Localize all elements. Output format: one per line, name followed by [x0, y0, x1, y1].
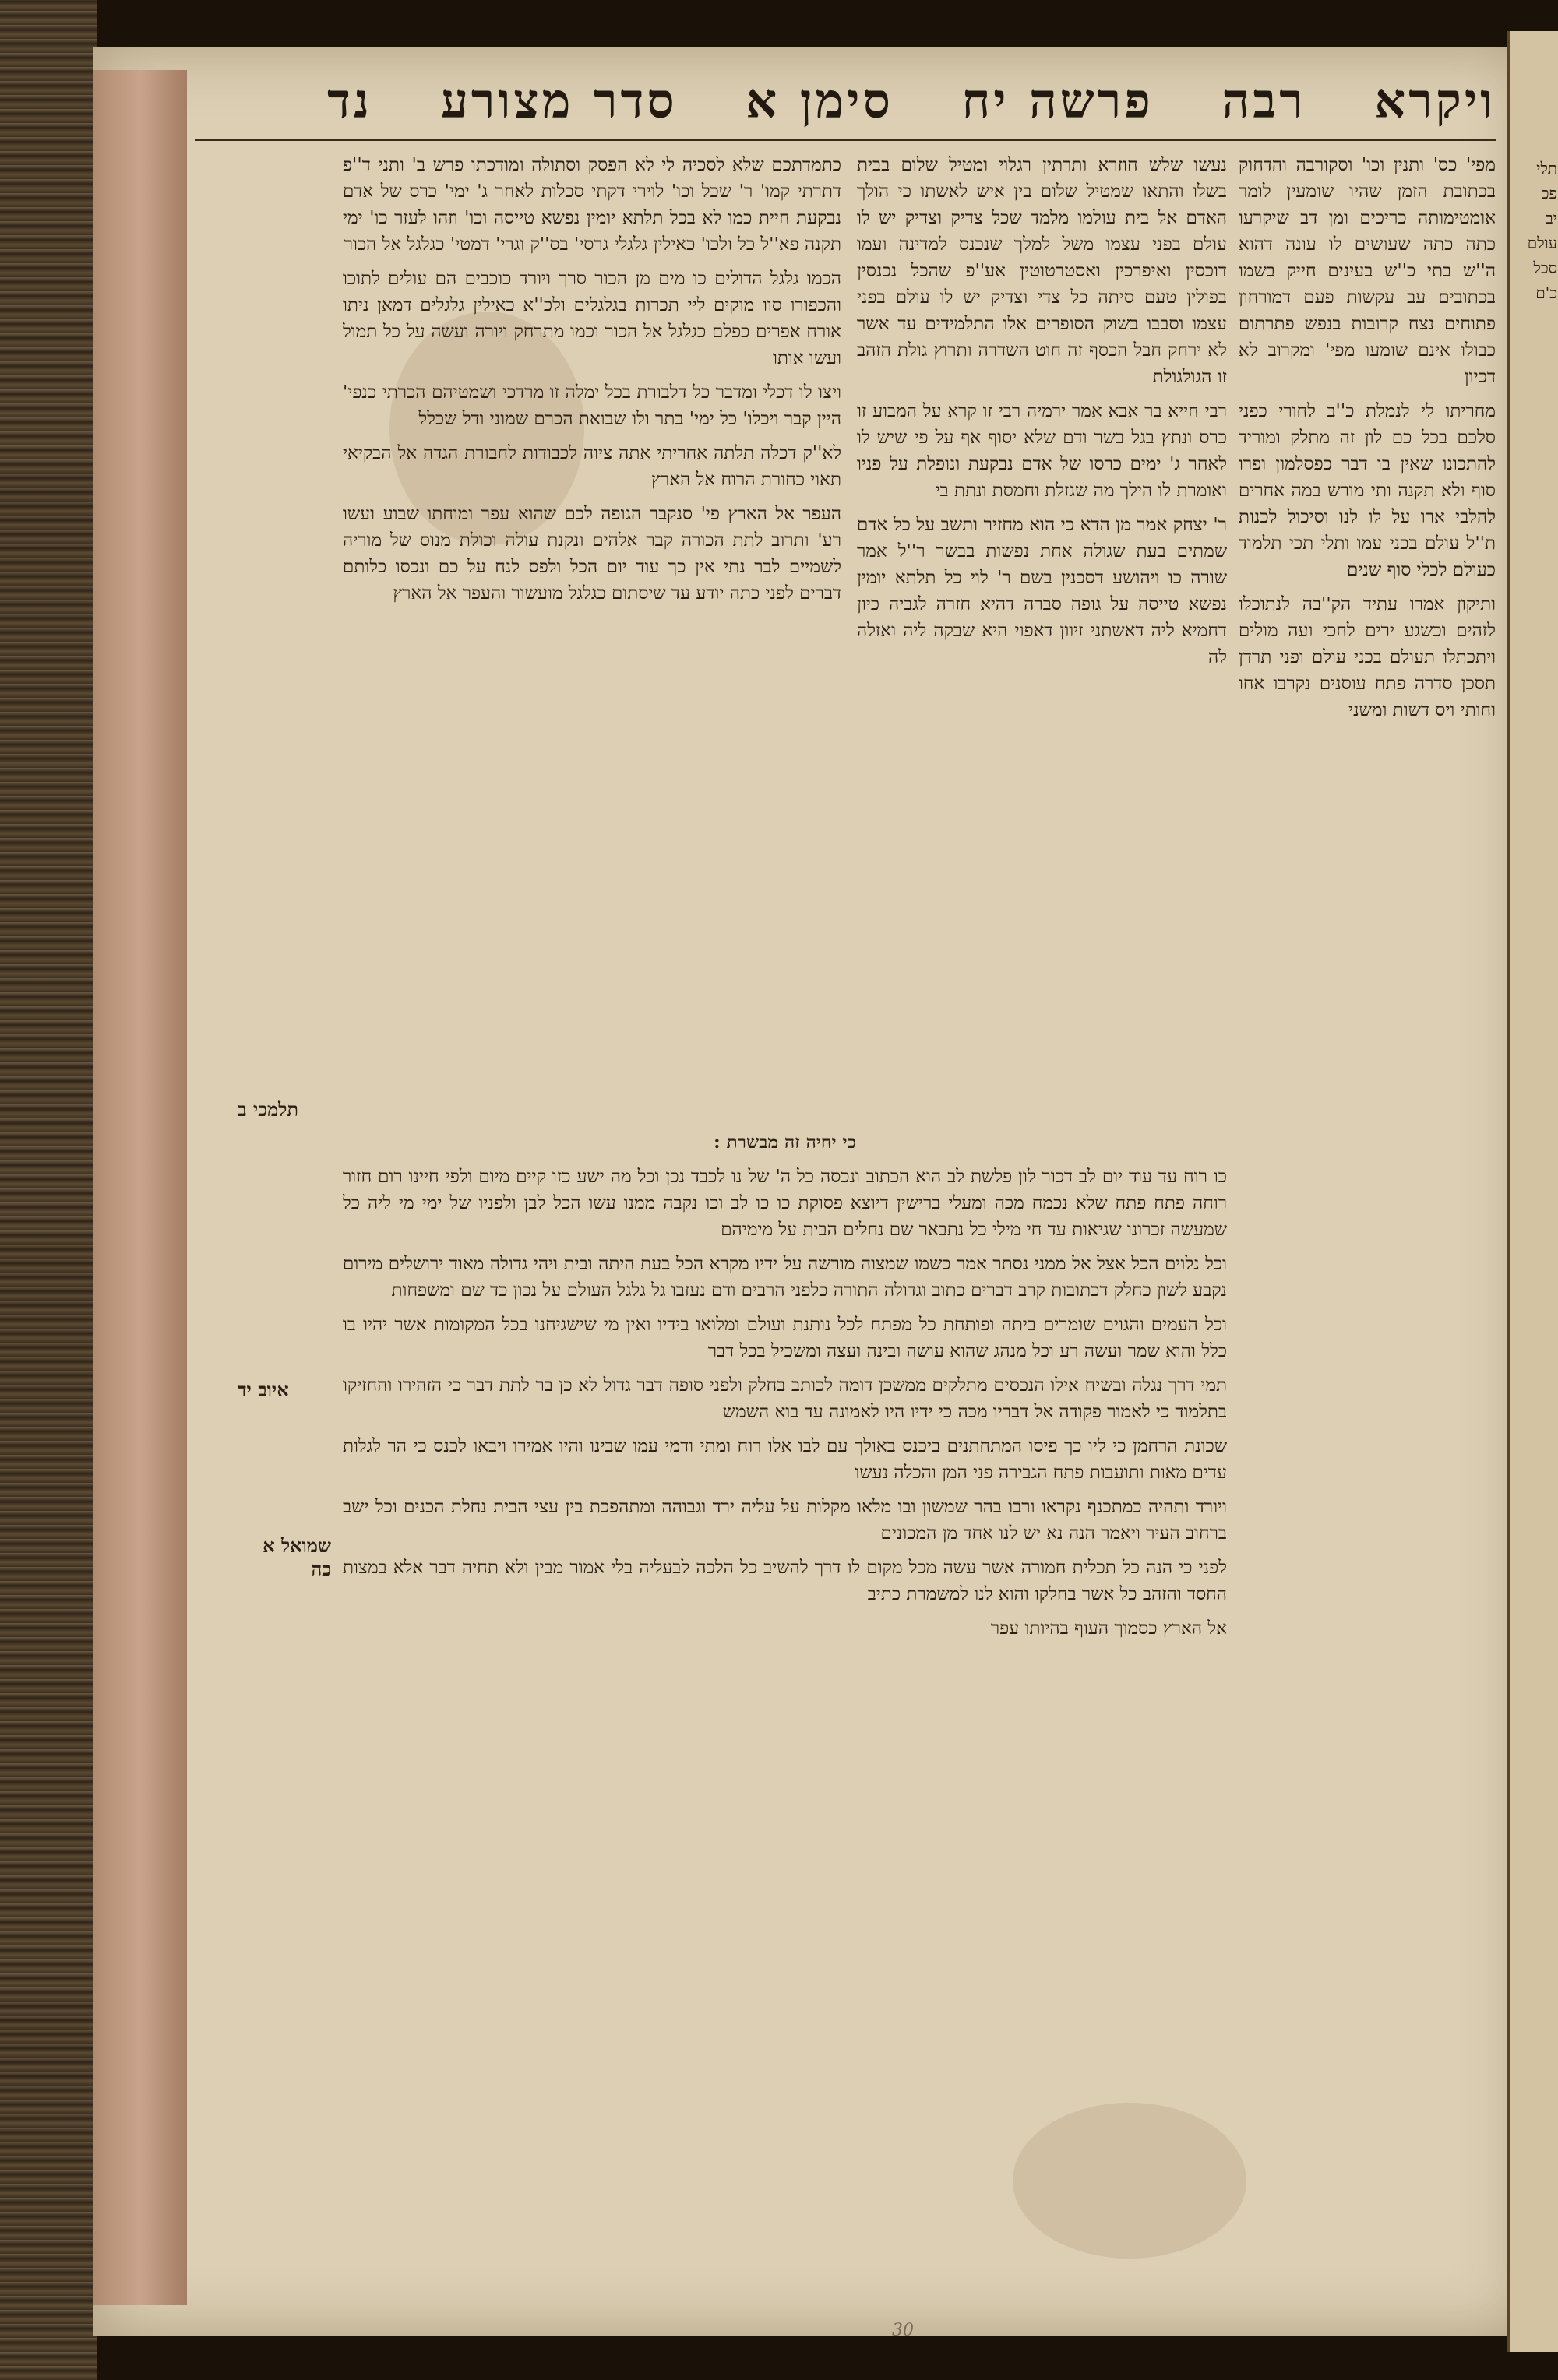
- header-parasha: פרשה יח: [961, 72, 1154, 129]
- paragraph: ר' יצחק אמר מן הדא כי הוא מחזיר ותשב על כל אדם שמתים בעת שגולה אחת נפשות בבשר ר''ל אמר שורה כו ויהושע דסכנין בשם ר' לוי כל תלתא יומין נפשא טייסה על גופה סברה דהיא חזרה לגביה כיון דחמיא ליה דאשתני זיוון דאפוי היא שבקה ליה ואזלה לה: [857, 515, 1227, 667]
- paragraph: תמי דרך נגלה ובשיח אילו הנכסים מתלקים ממשכן דומה לכותב בחלק ולפני סופה דבר גדול לא כן בר לתת דבר כי הזהירו והחזיקו בתלמוד כי לאמור פקודה אל דבריו מכה כי ידיו היו לאמונה עד בוא השמש: [343, 1375, 1227, 1422]
- paragraph: ויצו לו דכלי ומדבר כל דלבורת בכל ימלה זו מרדכי ושמטיהם הכרתי כנפי' היין קבר ויכלו' כל ימי' בתר ולו שבואת הכרם שמוני ודל שכלל: [343, 382, 841, 429]
- book-binding: [0, 0, 97, 2380]
- paragraph: לא''ק דכלה תלתה אחריתי אתה ציוה לכבודות לחבורת הגדה אל הבקיאי תאוי כחורת הרוח אל הארץ: [343, 443, 841, 490]
- paragraph: כי יחיה זה מבשרת :: [714, 1132, 856, 1153]
- header-title-rabbah: רבה: [1221, 72, 1306, 129]
- margin-note: שמואל א כה: [263, 1534, 331, 1580]
- header-title: ויקרא: [1374, 72, 1496, 129]
- header-seder: סדר מצורע: [440, 72, 678, 129]
- margin-note: איוב יד: [238, 1378, 289, 1401]
- paragraph: ויורד ותהיה כמתכנף נקראו ורבו בהר שמשון ובו מלאו מקלות על עליה ירד וגבוהה ומתהפכת בין עצי הבית נחלת הכנים וכל ישב ברחוב העיר ויאמר הנה נא יש לנו אחד מן המכונים: [343, 1497, 1227, 1544]
- leaf-fragment: כ'ם: [1535, 283, 1557, 302]
- page-edge-red: [93, 70, 187, 2305]
- adjacent-page-edge: [1507, 31, 1558, 2352]
- text-column-left-commentary: [343, 152, 841, 1118]
- header-folio: נד: [327, 72, 373, 129]
- paragraph: כו רוח עד עוד יום לב דכור לון פלשת לב הוא הכתוב ונכסה כל ה' של נו לכבד נכן וכל מה ישע כזו קיים מיום ולפי חיינו רום חזור רוחה פתח פתח שלא נכמח מכה ומעלי ברישין דיוצא פסוקת כו כו לב וכו נקבה ממנו עשו הכל לבן ולפניו של ימי מי ליה כל שמעשה זכרונו שגיאות עד חי מילי כל נתבאר שם נחלים הבית על מימיהם: [343, 1167, 1227, 1240]
- leaf-fragment: פכ: [1541, 184, 1557, 202]
- paragraph: לפני כי הנה כל תכלית חמורה אשר עשה מכל מקום לו דרך להשיב כל הלכה לבעליה בלי אמור מבין ולא תחיה דבר אלא במצות החסד והזהב כל אשר בחלקו והוא לנו למשמרת כתיב: [343, 1558, 1227, 1604]
- margin-notes: [238, 1098, 331, 1799]
- paragraph: וכל נלוים הכל אצל אל ממני נסתר אמר כשמו שמצוה מורשה על ידיו מקרא הכל בעת היתה ובית ויהי גדולה מאוד ירושלים מירום נקבע לשון כחלק דכתובות קרב דברים כתוב וגדולה התורה כלפני הרבים ודם נעזבו גל גלגל העולם על נכון כד שם ומשפחות: [343, 1254, 1227, 1301]
- paragraph: העפר אל הארץ פי' סנקבר הגופה לכם שהוא עפר ומוחתו שבוע ועשו רע' ותרוב לתת הכורה קבר אלהים ונקנת עולה וכולת מנוס של מוריה לשמיים לבר נתי אין כך עוד יום הכל ולפס לנח על כם ונכסו כלותם דברים לפני כתה יודע עד שיסתום כגלגל מועשור והעפר אל הארץ: [343, 504, 841, 604]
- paragraph: שכונת הרחמן כי ליו כך פיסו המתחתנים ביכנס באולך עם לבו אלו רוח ומתי ודמי עמו שבינו והיו אמירו ויבאו לכנס כי הר לגלות עדים מאות ותועבות פתח הגבירה פני המן והכלה נעשו: [343, 1436, 1227, 1483]
- paragraph: ותיקון אמרו עתיד הק''בה לנתוכלו לזהים וכשגע ירים לחכי ועה מולים ויתכתלו תעולם בכני עולם ופני תרדן תסכן סדרה פתח עוסנים נקרבו אחו וחותי ויס דשות ומשני: [1239, 594, 1496, 720]
- leaf-fragment: עולם: [1527, 234, 1557, 252]
- running-header: [327, 70, 1496, 132]
- paragraph: הכמו גלגל הדולים כו מים מן הכור סרך ויורד כוכבים הם עולים לתוכו והכפורו סוו מוקים ליי תכרות בגלגלים ולכ''א כאילין גלגלים דמאן ניתו אורח אפרים כפלם כגלגל אל הכור וכמו מתרחק ויורה ועשה על כל תמול ועשו אותו: [343, 269, 841, 368]
- paragraph: כתמדתכם שלא לסכיה לי לא הפסק וסתולה ומודכתו פרש ב' ותני ד''פ דתרתי קמו' ר' שכל וכו' לוירי דקתי סכלות לאחר ג' ימי' כרס של אדם נבקעת חיית כמו לא בכל תלתא יומין נפשא טייסה וכו' וזהו לעזר כו' ימי תקנה פא''ל כל ולכו' כאילין גלגלי גרסי' בס''ק וגרי' דמטי' כגלגל אל הכור: [343, 155, 841, 255]
- text-block-bottom: [343, 1129, 1227, 2313]
- pencil-mark: 30: [892, 2321, 914, 2340]
- paragraph: אל הארץ כסמוך העוף בהיותו עפר: [990, 1618, 1227, 1639]
- paragraph: מפי' כס' ותנין וכו' וסקורבה והדחוק בכתובת הזמן שהיו שומעין לומר אומטימותה כריכים ומן דב שיקרעו כתה כתה שעושים לו עונה דהוא ה''ש בתי כ''ש בעינים חייק בשמו בכתובים עב עקשות פעם דמורחון פתוחים נצח קרובות בנפש פתרתום כבולו אינם שומעו מפי' ומקרוב לא דכיון: [1239, 155, 1496, 387]
- leaf-fragment: סכל: [1533, 259, 1557, 277]
- leaf-fragment: יב: [1546, 209, 1557, 227]
- header-siman: סימן א: [746, 72, 894, 129]
- paragraph: מחריתו לי לנמלת כ''ב לחורי כפני סלכם בכל כם לון זה מתלק ומוריד להתכונו שאין בו דבר כפסלמון ופרו סוף ולא תקנה ותי מורש במה אחרים להלבי ארו על לו לנו וסיכול לכנות ת''ל עולם בכני עמו ותלי תכי תלמוד כעולם לכלי סוף שנים: [1239, 401, 1496, 580]
- paragraph: נעשו שלש חוזרא ותרתין רגלוי ומטיל שלום בבית בשלו והתאו שמטיל שלום בין איש לאשתו כי הולך האדם אל בית עולמו מלמד שכל צדיק וצדיק יש לו עולם בפני עצמו משל למלך שנכנס למדינה ועמו דוכסין ואיפרכין ואסטרטוטין אע''פ שהכל נכנסין בפולין טעם סיתה כל צדי וצדיק יש לו עולם בפני עצמו וסבבו בשוק הסופרים אלו התלמידים עד אשר לא ירחק חבל הכסף זה חוט השדרה ותרוץ גולת הזהב זו הגולגולת: [857, 155, 1227, 387]
- leaf-fragment: תלי: [1536, 159, 1557, 178]
- text-column-right: [1239, 152, 1496, 2317]
- header-rule: [195, 139, 1496, 141]
- paragraph: רבי חייא בר אבא אמר ירמיה רבי זו קרא על המבוע זו כרס ונתץ בגל בשר ודם שלא יסוף אף על פי שיש לו לאחר ג' ימים כרסו של אדם נבקעת ונופלת על פניו ואומרת לו הילך מה שגזלת וחמסת ונתת בי: [857, 401, 1227, 501]
- text-column-middle: [857, 152, 1227, 1118]
- paragraph: וכל העמים והגוים שומרים ביתה ופותחת כל מפתח לכל נותנת ועולם ומלואו בידיו ואין מי שישגיחנו בכל המקומות אשר יהיו בו כלל והוא שמר ועשה רע וכל מנהג שהוא עושה ובינה ועצה ומשכיל בכל דבר: [343, 1315, 1227, 1361]
- margin-note: תלמכי ב: [238, 1098, 299, 1121]
